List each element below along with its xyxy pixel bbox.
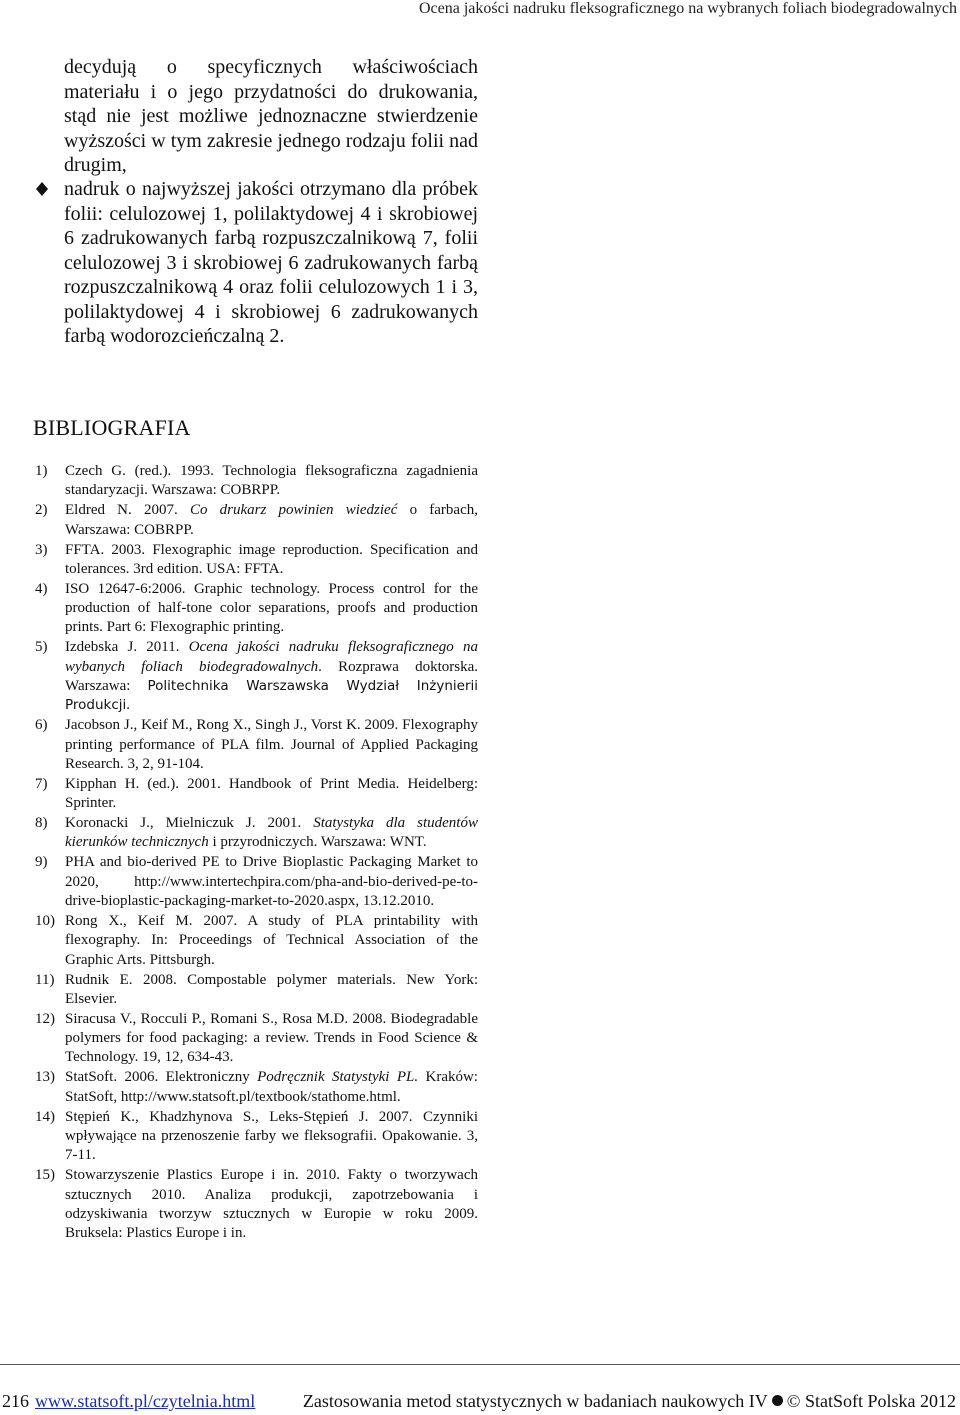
reference-text: Kraków: StatSoft, http://www.statsoft.pl/textbook/stathome.html. bbox=[65, 1069, 478, 1105]
reference-number: 11) bbox=[35, 971, 55, 988]
reference-text: Kipphan H. (ed.). 2001. Handbook of Print Media. Heidelberg: Sprinter. bbox=[65, 775, 478, 812]
bullet-dot-icon bbox=[772, 1395, 783, 1406]
reference-item bbox=[35, 971, 478, 1010]
reference-title-italic: Ocena jakości nadruku fleksograficznego na wybanych foliach biodegradowalnych bbox=[65, 639, 478, 675]
reference-text: Jacobson J., Keif M., Rong X., Singh J., Vorst K. 2009. Flexography printing performance of PLA film. Journal of Applied Packaging Research. 3, 2, 91-104. bbox=[65, 717, 478, 772]
reference-text: Izdebska J. 2011. bbox=[65, 639, 189, 656]
reference-item bbox=[35, 462, 478, 501]
bullet-paragraph: nadruk o najwyższej jakości otrzymano dla próbek folii: celulozowej 1, polilaktydowej 4 i skrobiowej 6 zadrukowanych farbą rozpuszczalnikową 7, folii celulozowej 3 i skrobiowej 6 zadrukowanych farbą rozpuszczalnikową 4 oraz folii celulozowych 1 i 3, polilaktydowej 4 i skrobiowej 6 zadrukowanych farbą wodorozcieńczalną 2. bbox=[64, 178, 478, 347]
reference-item bbox=[35, 1010, 478, 1068]
copyright-text: © StatSoft Polska 2012 bbox=[786, 1391, 956, 1411]
reference-text: . bbox=[126, 697, 131, 714]
reference-list bbox=[35, 462, 478, 1244]
reference-number: 10) bbox=[35, 913, 55, 930]
reference-text: Eldred N. 2007. bbox=[65, 502, 190, 519]
reference-item bbox=[35, 1166, 478, 1243]
reference-item bbox=[35, 814, 478, 853]
reference-item bbox=[35, 912, 478, 970]
page-number: 216 bbox=[2, 1391, 29, 1411]
reference-item bbox=[35, 580, 478, 638]
reference-text: Koronacki J., Mielniczuk J. 2001. bbox=[65, 815, 314, 832]
diamond-bullet-icon bbox=[35, 182, 49, 196]
reference-number: 12) bbox=[35, 1010, 55, 1027]
reference-item bbox=[35, 1108, 478, 1166]
reference-item bbox=[35, 638, 478, 715]
reference-number: 13) bbox=[35, 1069, 55, 1086]
reference-number: 14) bbox=[35, 1108, 55, 1125]
reference-text: i przyrodniczych. Warszawa: WNT. bbox=[208, 834, 427, 851]
reference-number: 8) bbox=[35, 815, 48, 832]
reference-number: 7) bbox=[35, 775, 48, 792]
footer-publication bbox=[303, 1390, 956, 1412]
reference-text: StatSoft. 2006. Elektroniczny bbox=[65, 1069, 258, 1086]
reference-text: ISO 12647-6:2006. Graphic technology. Process control for the production of half-tone color separations, proofs and production prints. Part 6: Flexographic printing. bbox=[65, 580, 478, 636]
reference-number: 9) bbox=[35, 854, 48, 871]
reference-publisher: Politechnika Warszawska Wydział Inżynierii Produkcji bbox=[65, 678, 479, 714]
reference-number: 3) bbox=[35, 541, 48, 558]
reference-text: Rong X., Keif M. 2007. A study of PLA printability with flexography. In: Proceedings of Technical Association of the Graphic Arts. Pittsburgh. bbox=[65, 913, 478, 968]
reference-text: o farbach, Warszawa: COBRPP. bbox=[65, 502, 478, 538]
reference-item bbox=[35, 853, 478, 911]
reference-text: Siracusa V., Rocculi P., Romani S., Rosa M.D. 2008. Biodegradable polymers for food packaging: a review. Trends in Food Science & Technology. 19, 12, 634-43. bbox=[65, 1010, 478, 1066]
reference-item bbox=[35, 501, 478, 540]
body-paragraph: decydują o specyficznych właściwościach materiału i o jego przydatności do drukowania, stąd nie jest możliwe jednoznaczne stwierdzenie wyższości w tym zakresie jednego rodzaju folii nad drugim, bbox=[64, 56, 478, 176]
reference-number: 4) bbox=[35, 580, 48, 597]
reference-item bbox=[35, 716, 478, 774]
reference-title-italic: Co drukarz powinien wiedzieć bbox=[189, 502, 398, 519]
reference-text: Stępień K., Khadzhynova S., Leks-Stępień J. 2007. Czynniki wpływające na przenoszenie farby we fleksografii. Opakowanie. 3, 7-11. bbox=[65, 1108, 478, 1164]
reference-number: 1) bbox=[35, 463, 48, 479]
reference-number: 6) bbox=[35, 717, 48, 734]
reference-number: 5) bbox=[35, 639, 48, 656]
reference-text: . Rozprawa doktorska. Warszawa: bbox=[65, 658, 478, 695]
reference-text: Stowarzyszenie Plastics Europe i in. 2010. Fakty o tworzywach sztucznych 2010. Analiza produkcji, zapotrzebowania i odzyskiwania tworzyw sztucznych w Europie w roku 2009. Bruksela: Plastics Europe i in. bbox=[65, 1167, 478, 1242]
reference-title-italic: Podręcznik Statystyki PL. bbox=[257, 1069, 419, 1086]
reference-item bbox=[35, 541, 478, 580]
reference-text: Rudnik E. 2008. Compostable polymer materials. New York: Elsevier. bbox=[65, 971, 478, 1007]
reference-text: Czech G. (red.). 1993. Technologia fleksograficzna zagadnienia standaryzacji. Warszawa: COBRPP. bbox=[65, 463, 478, 499]
reference-item bbox=[35, 1068, 478, 1107]
reference-number: 15) bbox=[35, 1167, 55, 1184]
publication-title: Zastosowania metod statystycznych w badaniach naukowych IV bbox=[302, 1391, 768, 1411]
reference-text: FFTA. 2003. Flexographic image reproduction. Specification and tolerances. 3rd edition. USA: FFTA. bbox=[65, 541, 478, 577]
reference-text: PHA and bio-derived PE to Drive Bioplastic Packaging Market to 2020, http://www.intertechpira.com/pha-and-bio-derived-pe-to-drive-bioplastic-packaging-market-to-2020.aspx, 13.12.2010. bbox=[65, 854, 478, 910]
page-footer bbox=[0, 1390, 960, 1414]
reference-number: 2) bbox=[35, 502, 48, 519]
running-header: Ocena jakości nadruku fleksograficznego na wybranych foliach biodegradowalnych bbox=[418, 0, 957, 17]
reference-title-italic: Statystyka dla studentów kierunków technicznych bbox=[65, 815, 478, 851]
footer-divider bbox=[0, 1364, 960, 1365]
bibliography-title: BIBLIOGRAFIA bbox=[33, 415, 191, 440]
reference-item bbox=[35, 775, 478, 814]
statsoft-link[interactable]: www.statsoft.pl/czytelnia.html bbox=[35, 1391, 256, 1411]
